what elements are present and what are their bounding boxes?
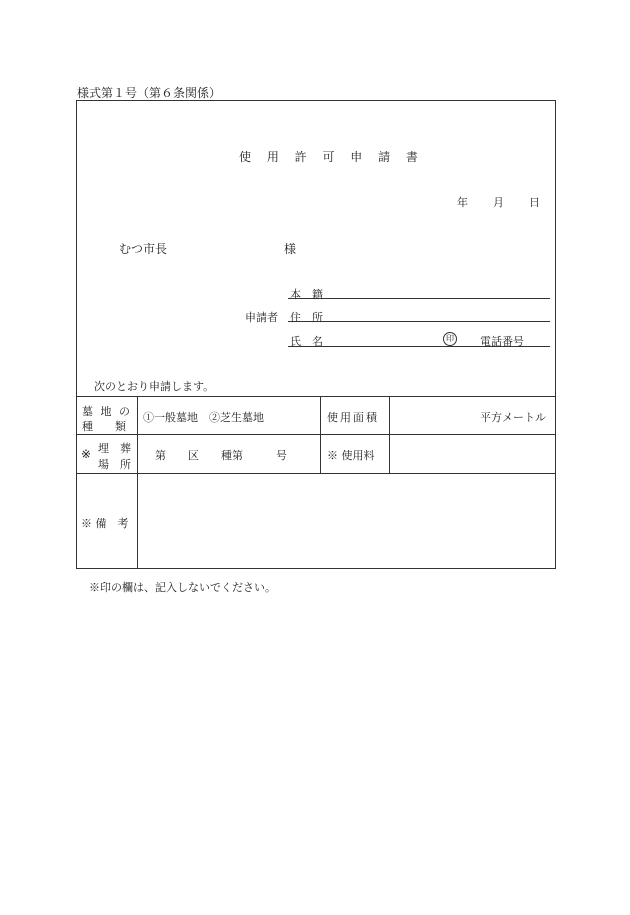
address-underline [288, 321, 550, 322]
address-label: 住 所 [290, 311, 323, 324]
burial-label-line2: 場 所 [98, 458, 131, 471]
grave-type-label-line2: 種 類 [82, 420, 126, 433]
burial-note-mark: ※ [81, 447, 92, 461]
applicant-label: 申請者 [245, 311, 278, 324]
area-label: 使用面積 [327, 411, 379, 424]
document-title: 使 用 許 可 申 請 書 [239, 150, 424, 164]
date-day: 日 [529, 196, 540, 209]
name-underline [288, 346, 550, 347]
seal-mark: 印 [443, 332, 457, 346]
phone-label: 電話番号 [480, 335, 524, 348]
table-row-divider-2 [76, 473, 556, 474]
area-unit: 平方メートル [480, 411, 546, 424]
table-col-divider-1 [137, 396, 138, 569]
table-col-divider-2 [320, 396, 321, 473]
table-row-divider-1 [76, 434, 556, 435]
form-number: 様式第１号（第６条関係） [77, 86, 222, 100]
addressee-honorific: 様 [284, 242, 297, 256]
honseki-underline [288, 298, 550, 299]
burial-label-line1: 埋 葬 [98, 442, 131, 455]
honseki-label: 本 籍 [290, 288, 323, 301]
fee-label: ※ 使用料 [327, 449, 375, 462]
intro-text: 次のとおり申請します。 [94, 380, 215, 393]
addressee-name: むつ市長 [119, 242, 168, 256]
table-top-border [76, 396, 556, 397]
remarks-label: ※ 備 考 [81, 517, 129, 530]
date-year: 年 [457, 196, 468, 209]
grave-type-options: ①一般墓地 ②芝生墓地 [143, 411, 264, 424]
name-label: 氏 名 [290, 335, 323, 348]
burial-location-value: 第 区 種第 号 [155, 449, 287, 462]
footnote: ※印の欄は、記入しないでください。 [89, 581, 276, 594]
table-col-divider-3 [389, 396, 390, 473]
date-month: 月 [493, 196, 504, 209]
grave-type-label-line1: 墓 地 の [82, 405, 132, 418]
